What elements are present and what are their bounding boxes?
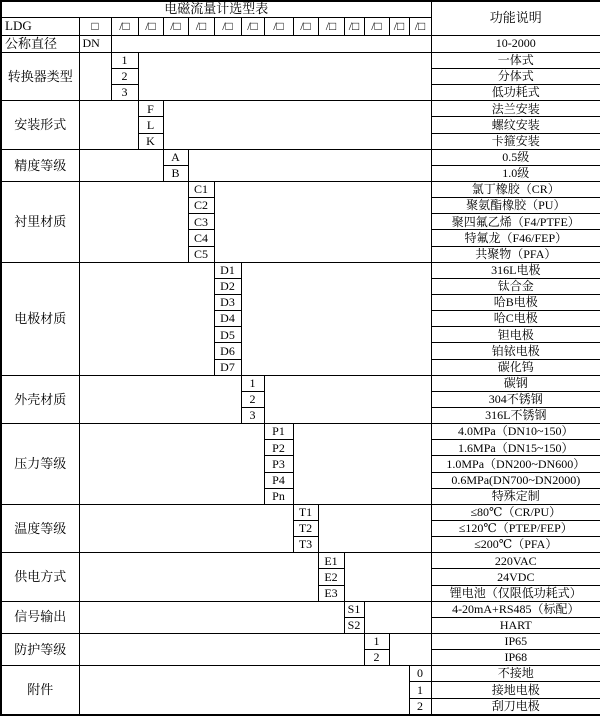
section-label-accessories: 附件	[1, 666, 79, 715]
code-cell: P1	[264, 424, 293, 440]
code-cell: DN	[79, 35, 111, 52]
code-cell: D6	[214, 343, 241, 359]
section-label-signal-output: 信号输出	[1, 601, 79, 633]
desc-cell: 316L电极	[431, 262, 600, 278]
model-code-slot: /□	[389, 17, 409, 35]
code-cell: B	[163, 165, 188, 181]
model-code-slot: /□	[241, 17, 264, 35]
desc-cell: 0.5级	[431, 149, 600, 165]
code-cell: T2	[293, 520, 318, 536]
spacer-cell	[344, 553, 431, 601]
desc-cell: 聚氨酯橡胶（PU）	[431, 198, 600, 214]
code-cell: 0	[409, 666, 431, 682]
section-label-installation: 安装形式	[1, 101, 79, 149]
code-cell: S2	[344, 617, 364, 633]
model-code-box: □	[79, 17, 111, 35]
spacer-cell	[241, 262, 431, 375]
desc-cell: 碳化钨	[431, 359, 600, 375]
code-cell: D4	[214, 311, 241, 327]
desc-cell: 碳钢	[431, 375, 600, 391]
code-cell: T1	[293, 504, 318, 520]
code-cell: T3	[293, 537, 318, 553]
desc-cell: 螺纹安装	[431, 117, 600, 133]
spacer-cell	[188, 149, 431, 181]
desc-cell: 锂电池（仅限低功耗式）	[431, 585, 600, 601]
model-code-slot: /□	[138, 17, 163, 35]
desc-cell: 10-2000	[431, 35, 600, 52]
code-cell: D7	[214, 359, 241, 375]
model-code-slot: /□	[214, 17, 241, 35]
code-cell: C2	[188, 198, 214, 214]
spacer-cell	[79, 601, 344, 633]
section-label-converter-type: 转换器类型	[1, 52, 79, 100]
spacer-cell	[111, 35, 431, 52]
desc-cell: 接地电极	[431, 682, 600, 698]
spacer-cell	[79, 553, 318, 601]
section-label-electrode-material: 电极材质	[1, 262, 79, 375]
code-cell: 1	[364, 633, 389, 649]
section-label-lining-material: 衬里材质	[1, 182, 79, 263]
desc-cell: 4-20mA+RS485（标配）	[431, 601, 600, 617]
desc-cell: ≤200℃（PFA）	[431, 537, 600, 553]
desc-cell: HART	[431, 617, 600, 633]
code-cell: P2	[264, 440, 293, 456]
desc-cell: 氯丁橡胶（CR）	[431, 182, 600, 198]
desc-cell: 分体式	[431, 69, 600, 85]
desc-cell: 刮刀电极	[431, 698, 600, 715]
desc-cell: 哈B电极	[431, 294, 600, 310]
code-cell: P4	[264, 472, 293, 488]
code-cell: P3	[264, 456, 293, 472]
desc-cell: 220VAC	[431, 553, 600, 569]
code-cell: E2	[318, 569, 344, 585]
code-cell: L	[138, 117, 163, 133]
spacer-cell	[79, 182, 188, 263]
spacer-cell	[293, 424, 431, 505]
code-cell: D5	[214, 327, 241, 343]
desc-cell: ≤80℃（CR/PU）	[431, 504, 600, 520]
desc-cell: 1.0级	[431, 165, 600, 181]
model-code-slot: /□	[264, 17, 293, 35]
desc-cell: 低功耗式	[431, 85, 600, 101]
code-cell: 2	[364, 650, 389, 666]
spacer-cell	[79, 504, 293, 552]
desc-cell: 1.6MPa（DN15~150）	[431, 440, 600, 456]
desc-cell: 1.0MPa（DN200~DN600）	[431, 456, 600, 472]
desc-cell: 卡箍安装	[431, 133, 600, 149]
desc-cell: 钽电极	[431, 327, 600, 343]
code-cell: C3	[188, 214, 214, 230]
code-cell: E3	[318, 585, 344, 601]
code-cell: 2	[241, 391, 264, 407]
section-label-power-supply: 供电方式	[1, 553, 79, 601]
model-code-slot: /□	[318, 17, 344, 35]
code-cell: S1	[344, 601, 364, 617]
model-code-prefix: LDG	[1, 17, 79, 35]
section-label-protection-rating: 防护等级	[1, 633, 79, 665]
code-cell: 1	[241, 375, 264, 391]
spacer-cell	[79, 375, 241, 423]
desc-cell: 特氟龙（F46/FEP）	[431, 230, 600, 246]
desc-cell: 0.6MPa(DN700~DN2000)	[431, 472, 600, 488]
code-cell: C1	[188, 182, 214, 198]
function-description-header: 功能说明	[431, 1, 600, 35]
code-cell: D2	[214, 278, 241, 294]
model-code-slot: /□	[409, 17, 431, 35]
spacer-cell	[364, 601, 431, 633]
code-cell: C4	[188, 230, 214, 246]
section-label-nominal-diameter: 公称直径	[1, 35, 79, 52]
spacer-cell	[163, 101, 431, 149]
spacer-cell	[79, 633, 364, 665]
section-label-housing-material: 外壳材质	[1, 375, 79, 423]
code-cell: E1	[318, 553, 344, 569]
spacer-cell	[79, 666, 409, 715]
desc-cell: 特殊定制	[431, 488, 600, 504]
desc-cell: 24VDC	[431, 569, 600, 585]
code-cell: 2	[111, 69, 138, 85]
code-cell: Pn	[264, 488, 293, 504]
code-cell: A	[163, 149, 188, 165]
section-label-temperature-rating: 温度等级	[1, 504, 79, 552]
desc-cell: ≤120℃（PTEP/FEP）	[431, 520, 600, 536]
code-cell: C5	[188, 246, 214, 262]
desc-cell: IP65	[431, 633, 600, 649]
table-title: 电磁流量计选型表	[1, 1, 431, 17]
code-cell: K	[138, 133, 163, 149]
desc-cell: 316L不锈钢	[431, 407, 600, 423]
spacer-cell	[389, 633, 431, 665]
spacer-cell	[79, 424, 264, 505]
code-cell: F	[138, 101, 163, 117]
model-code-slot: /□	[344, 17, 364, 35]
spacer-cell	[79, 101, 138, 149]
spacer-cell	[79, 52, 111, 100]
spacer-cell	[138, 52, 431, 100]
model-code-slot: /□	[364, 17, 389, 35]
desc-cell: 一体式	[431, 52, 600, 68]
section-label-accuracy: 精度等级	[1, 149, 79, 181]
desc-cell: 哈C电极	[431, 311, 600, 327]
desc-cell: IP68	[431, 650, 600, 666]
code-cell: D3	[214, 294, 241, 310]
model-code-slot: /□	[111, 17, 138, 35]
desc-cell: 4.0MPa（DN10~150）	[431, 424, 600, 440]
model-code-slot: /□	[163, 17, 188, 35]
section-label-pressure-rating: 压力等级	[1, 424, 79, 505]
spacer-cell	[318, 504, 431, 552]
code-cell: 2	[409, 698, 431, 715]
desc-cell: 法兰安装	[431, 101, 600, 117]
spacer-cell	[214, 182, 431, 263]
code-cell: D1	[214, 262, 241, 278]
code-cell: 3	[111, 85, 138, 101]
model-code-slot: /□	[293, 17, 318, 35]
code-cell: 1	[409, 682, 431, 698]
desc-cell: 钛合金	[431, 278, 600, 294]
desc-cell: 304不锈钢	[431, 391, 600, 407]
spacer-cell	[79, 149, 163, 181]
spacer-cell	[79, 262, 214, 375]
desc-cell: 聚四氟乙烯（F4/PTFE）	[431, 214, 600, 230]
code-cell: 3	[241, 407, 264, 423]
desc-cell: 铂铱电极	[431, 343, 600, 359]
code-cell: 1	[111, 52, 138, 68]
desc-cell: 不接地	[431, 666, 600, 682]
model-code-slot: /□	[188, 17, 214, 35]
spacer-cell	[264, 375, 431, 423]
desc-cell: 共聚物（PFA）	[431, 246, 600, 262]
